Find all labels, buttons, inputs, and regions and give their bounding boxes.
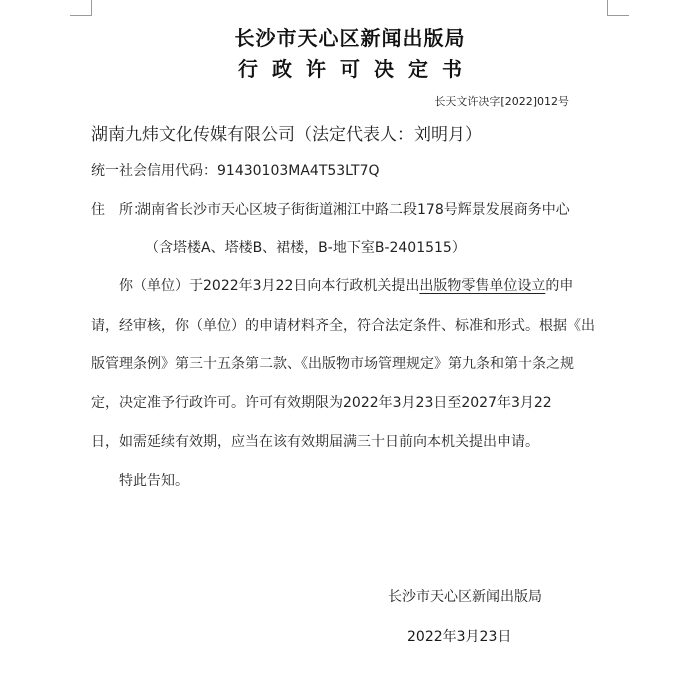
address-line [91,199,570,219]
permit-item-underlined: 出版物零售单位设立 [419,278,546,294]
body-paragraph-line-3: 版管理条例》第三十五条第二款、《出版物市场管理规定》第九条和第十条之规 [91,356,574,372]
document-type-title: 行政许可决定书 [238,57,476,81]
body-line-1-prefix: 你（单位）于2022年3月22日向本行政机关提出 [119,278,420,294]
closing-notice: 特此告知。 [119,473,189,489]
credit-code: 统一社会信用代码：91430103MA4T53LT7Q [91,163,380,179]
signature-date: 2022年3月23日 [407,629,512,645]
address-line-2: （含塔楼A、塔楼B、裙楼，B-地下室B-2401515） [145,240,466,256]
body-paragraph-line-2: 请，经审核，你（单位）的申请材料齐全，符合法定条件、标准和形式。根据《出 [91,318,595,334]
crop-mark-right-horizontal [607,15,629,16]
issuing-authority-title: 长沙市天心区新闻出版局 [234,26,466,50]
body-line-1-suffix: 的申 [545,278,574,294]
address-value: 湖南省长沙市天心区坡子街街道湘江中路二段178号辉景发展商务中心 [137,202,570,218]
body-paragraph-line-1 [119,275,573,295]
signature-organization: 长沙市天心区新闻出版局 [388,589,542,605]
document-number: 长天文许决字[2022]012号 [434,95,569,108]
crop-mark-right-vertical [607,0,608,15]
recipient-company: 湖南九炜文化传媒有限公司（法定代表人：刘明月） [91,125,482,145]
crop-mark-left-horizontal [70,15,92,16]
address-label: 住 所： [91,202,147,218]
crop-mark-left-vertical [91,0,92,15]
body-paragraph-line-4: 定，决定准予行政许可。许可有效期限为2022年3月23日至2027年3月22 [91,395,552,411]
body-paragraph-line-5: 日，如需延续有效期，应当在该有效期届满三十日前向本机关提出申请。 [91,434,539,450]
